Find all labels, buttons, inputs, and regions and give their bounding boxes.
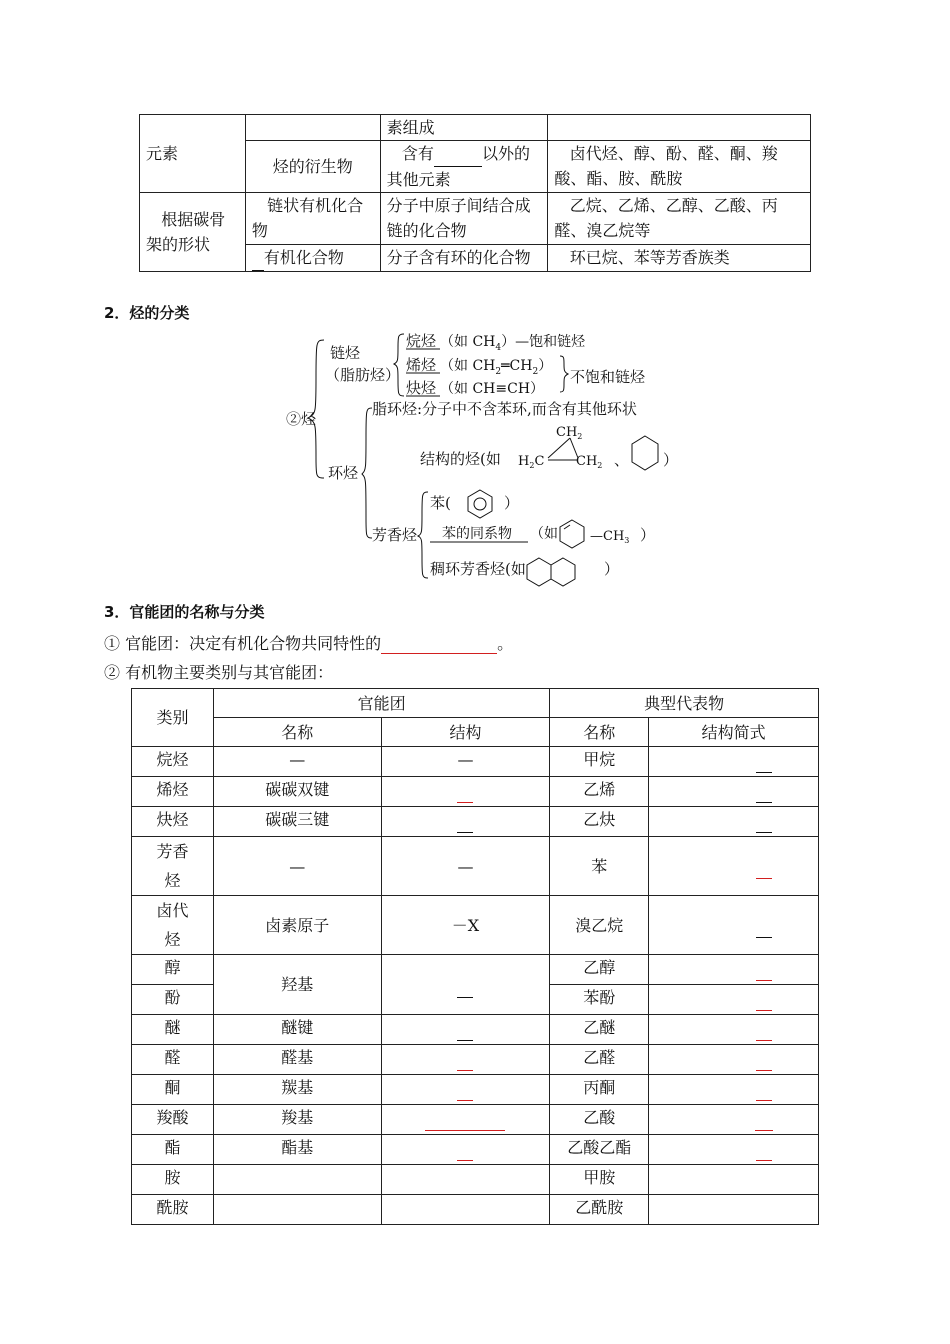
svg-text:（如 CH≡CH）: （如 CH≡CH） [440,381,545,397]
svg-text:）: ） [663,451,679,469]
svg-text:、: 、 [614,451,630,469]
table-intro: ② 有机物主要类别与其官能团： [104,663,334,682]
table-row: 醛 [132,1045,214,1075]
header-structure: 结构 [381,718,550,747]
cell-compose: 素组成 [380,115,548,141]
blank-line[interactable] [756,747,772,773]
blank-line[interactable] [755,1105,773,1131]
cell-chain-def: 分子中原子间结合成链的化合物 [380,193,548,245]
alkyne-label: 炔烃 [406,379,437,397]
section2-title: 2．烃的分类 [104,304,190,322]
cell-element: 元素 [140,115,246,193]
header-formula: 结构简式 [649,718,819,747]
table-row: 酮 [132,1075,214,1105]
svg-text:（如: （如 [530,526,558,542]
blank-line[interactable] [457,1045,473,1071]
blank-line[interactable] [756,853,772,879]
cell-contain: 含有 以外的 其他元素 [380,141,548,193]
cell-derivative-examples: 卤代烃、醇、酚、醛、酮、羧酸、酯、胺、酰胺 [548,141,811,193]
hydrocarbon-diagram [280,328,700,588]
table-row: 芳香烃 [132,837,214,896]
cell-derivative: 烃的衍生物 [245,141,380,193]
blank-line[interactable] [425,1105,505,1131]
table-row: 烷烃 [132,747,214,777]
definition-line: ① 官能团：决定有机化合物共同特性的 。 [104,634,514,653]
header-rep-name: 名称 [550,718,649,747]
fused-label: 稠环芳香烃(如 [430,560,526,578]
cell-chain: 链状有机化合物 [245,193,380,245]
chain-sub-label: （脂肪烃） [325,366,401,384]
cell-cyclic-examples: 环已烷、苯等芳香族类 [548,245,811,272]
table-row: 酚 [132,985,214,1015]
root-label: ②烃 [286,410,317,428]
functional-group-table: 类别 官能团 典型代表物 名称 结构 名称 结构简式 烷烃 — — 甲烷 烯烃 碳碳双键 乙烯 炔烃 碳碳三键 乙炔 芳香烃 — — 苯 卤代烃 卤素原子 －X 溴乙烷 醇 羟基 乙醇 酚 苯酚 醚 醚键 乙醚 醛 醛基 乙醛 酮 羰基 丙酮 羧酸 羧基 乙酸 酯 酯基 乙酸乙酯 胺 甲胺 酰胺 乙酰胺 [131,688,819,1225]
classification-table [139,114,811,272]
table-row: 醇 [132,955,214,985]
chain-label: 链烃 [330,344,361,362]
svg-text:CH2: $CH_2$ [576,454,603,470]
blank-line[interactable] [434,141,482,167]
blank-line[interactable] [756,1015,772,1041]
ring-label: 环烃 [328,464,359,482]
blank-line[interactable] [457,1015,473,1041]
table-row: 卤代烃 [132,896,214,955]
table-row: 烯烃 [132,777,214,807]
table-row: 羧酸 [132,1105,214,1135]
blank-line[interactable] [457,807,473,833]
blank-line[interactable] [756,1075,772,1101]
blank-line[interactable] [756,955,772,981]
svg-text:）: ） [504,494,520,512]
alkane-label: 烷烃 [406,332,437,350]
blank-line[interactable] [381,634,497,654]
svg-text:CH2: $CH_2$ [556,425,583,441]
benzene-label: 苯( [430,494,451,512]
table-row: 胺 [132,1165,214,1195]
blank-line[interactable] [756,807,772,833]
svg-text:）: ） [640,526,656,544]
table-row: 炔烃 [132,807,214,837]
svg-text:）: ） [604,560,620,578]
blank-line[interactable] [756,1135,772,1161]
header-representative: 典型代表物 [550,689,819,718]
blank-line[interactable] [756,912,772,938]
section3-title: 3．官能团的名称与分类 [104,603,265,621]
homolog-label: 苯的同系物 [442,526,512,542]
table-row: 酯 [132,1135,214,1165]
blank-line[interactable] [252,245,264,271]
cell-cyclic-def: 分子含有环的化合物 [380,245,548,272]
cell-chain-examples: 乙烷、乙烯、乙醇、乙酸、丙醛、溴乙烷等 [548,193,811,245]
svg-text:（如 CH2═CH2）: （如 $CH_2═CH_2$） [440,358,553,377]
svg-text:H2C: $H_2C$ [518,454,545,470]
header-group: 官能团 [213,689,549,718]
svg-text:（如 CH4）—饱和链烃: （如 $CH_4)—$饱和链烃 [440,334,586,353]
table-row: 醚 [132,1015,214,1045]
blank-line[interactable] [756,777,772,803]
blank-line[interactable] [756,1045,772,1071]
unsaturated-label: 不饱和链烃 [570,368,646,386]
aromatic-label: 芳香烃 [372,526,418,544]
blank-line[interactable] [756,985,772,1011]
blank-line[interactable] [457,972,473,998]
svg-text:结构的烃(如: 结构的烃(如 [420,450,501,468]
cell-skeleton: 根据碳骨架的形状 [140,193,246,272]
header-name: 名称 [213,718,381,747]
table-row: 酰胺 [132,1195,214,1225]
svg-text:—CH3: $—CH_3$ [590,529,630,545]
alkene-label: 烯烃 [406,356,437,374]
blank-line[interactable] [457,1075,473,1101]
blank-line[interactable] [457,1135,473,1161]
alicyclic-label: 脂环烃:分子中不含苯环,而含有其他环状 [372,400,637,418]
blank-line[interactable] [457,777,473,803]
cell-cyclic: 有机化合物 [245,245,380,272]
header-class: 类别 [132,689,214,747]
